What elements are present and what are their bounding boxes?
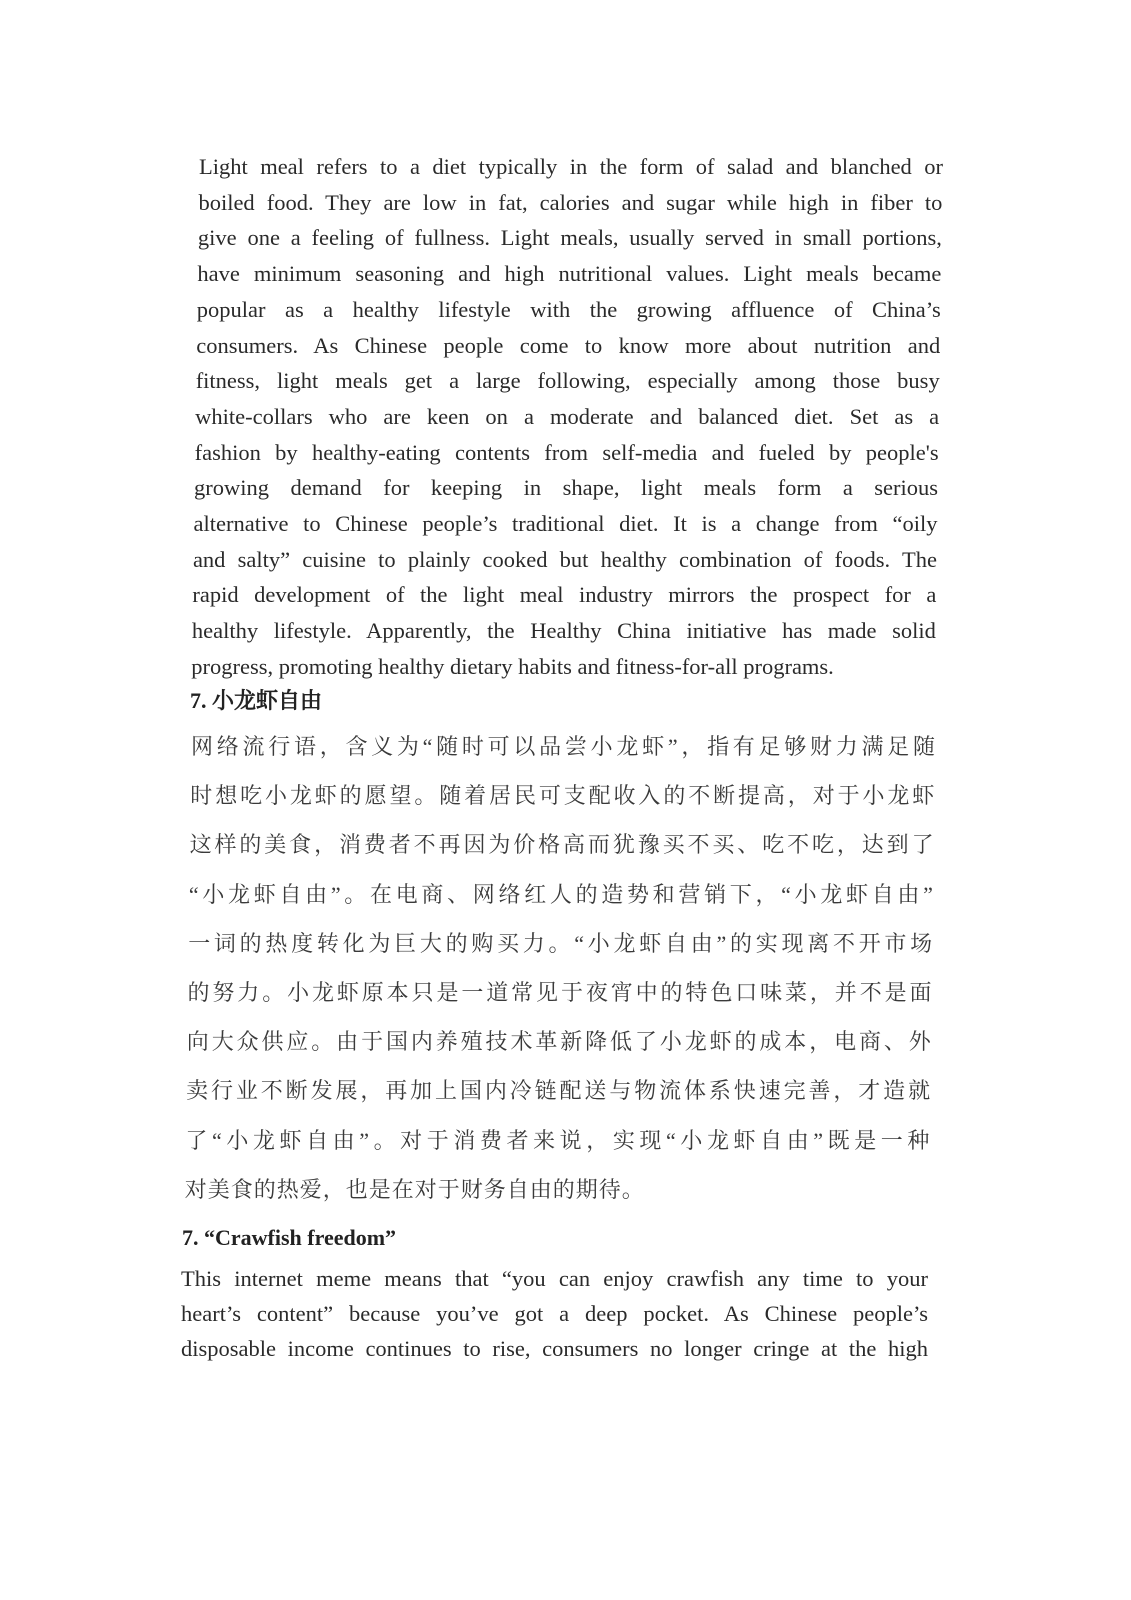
paragraph-line: rapid development of the light meal industry mirrors the prospect for a: [192, 582, 937, 608]
paragraph-line: heart’s content” because you’ve got a deep pocket. As Chinese people’s: [181, 1301, 928, 1326]
paragraph-line: alternative to Chinese people’s traditional diet. It is a change from “oily: [193, 511, 938, 536]
paragraph-line: white-collars who are keen on a moderate and balanced diet. Set as a: [195, 403, 940, 429]
paragraph-line-cn: 这样的美食，消费者不再因为价格高而犹豫买不买、吃不吃，达到了: [189, 832, 935, 858]
paragraph-line-cn: 向大众供应。由于国内养殖技术革新降低了小龙虾的成本，电商、外: [186, 1029, 932, 1055]
paragraph-line: consumers. As Chinese people come to know more about nutrition and: [196, 332, 941, 358]
paragraph-line: healthy lifestyle. Apparently, the Healthy China initiative has made solid: [191, 618, 936, 644]
paragraph-line-cn: 卖行业不断发展，再加上国内冷链配送与物流体系快速完善，才造就: [186, 1078, 932, 1104]
paragraph-line-cn: 网络流行语，含义为“随时可以品尝小龙虾”，指有足够财力满足随: [191, 734, 936, 759]
paragraph-line: Light meal refers to a diet typically in the form of salad and blanched or: [199, 154, 943, 179]
paragraph-line-cn: 时想吃小龙虾的愿望。随着居民可支配收入的不断提高，对于小龙虾: [190, 783, 936, 809]
paragraph-line: disposable income continues to rise, consumers no longer cringe at the high: [181, 1336, 928, 1361]
paragraph-line-cn: 对美食的热爱，也是在对于财务自由的期待。: [184, 1176, 645, 1202]
paragraph-line: This internet meme means that “you can enjoy crawfish any time to your: [181, 1266, 928, 1291]
paragraph-line: have minimum seasoning and high nutritional values. Light meals became: [197, 261, 942, 287]
paragraph-line-cn: 的努力。小龙虾原本只是一道常见于夜宵中的特色口味菜，并不是面: [187, 980, 933, 1005]
paragraph-line-cn: “小龙虾自由”。在电商、网络红人的造势和营销下，“小龙虾自由”: [188, 881, 934, 907]
paragraph-line: popular as a healthy lifestyle with the growing affluence of China’s: [196, 296, 941, 322]
paragraph-line: boiled food. They are low in fat, calories and sugar while high in fiber to: [198, 189, 943, 215]
paragraph-line-cn: 一词的热度转化为巨大的购买力。“小龙虾自由”的实现离不开市场: [188, 930, 934, 956]
section-heading-en: 7. “Crawfish freedom”: [182, 1225, 397, 1250]
paragraph-line: and salty” cuisine to plainly cooked but healthy combination of foods. The: [192, 546, 937, 572]
paragraph-line-cn: 了“小龙虾自由”。对于消费者来说，实现“小龙虾自由”既是一种: [185, 1127, 931, 1153]
section-heading-cn: 7. 小龙虾自由: [190, 688, 323, 713]
paragraph-line: growing demand for keeping in shape, light meals form a serious: [194, 475, 939, 501]
paragraph-line: give one a feeling of fullness. Light meals, usually served in small portions,: [197, 225, 942, 251]
paragraph-line: progress, promoting healthy dietary habits and fitness-for-all programs.: [191, 653, 834, 679]
paragraph-line: fitness, light meals get a large following, especially among those busy: [195, 368, 940, 394]
paragraph-line: fashion by healthy-eating contents from self-media and fueled by people's: [194, 439, 939, 465]
